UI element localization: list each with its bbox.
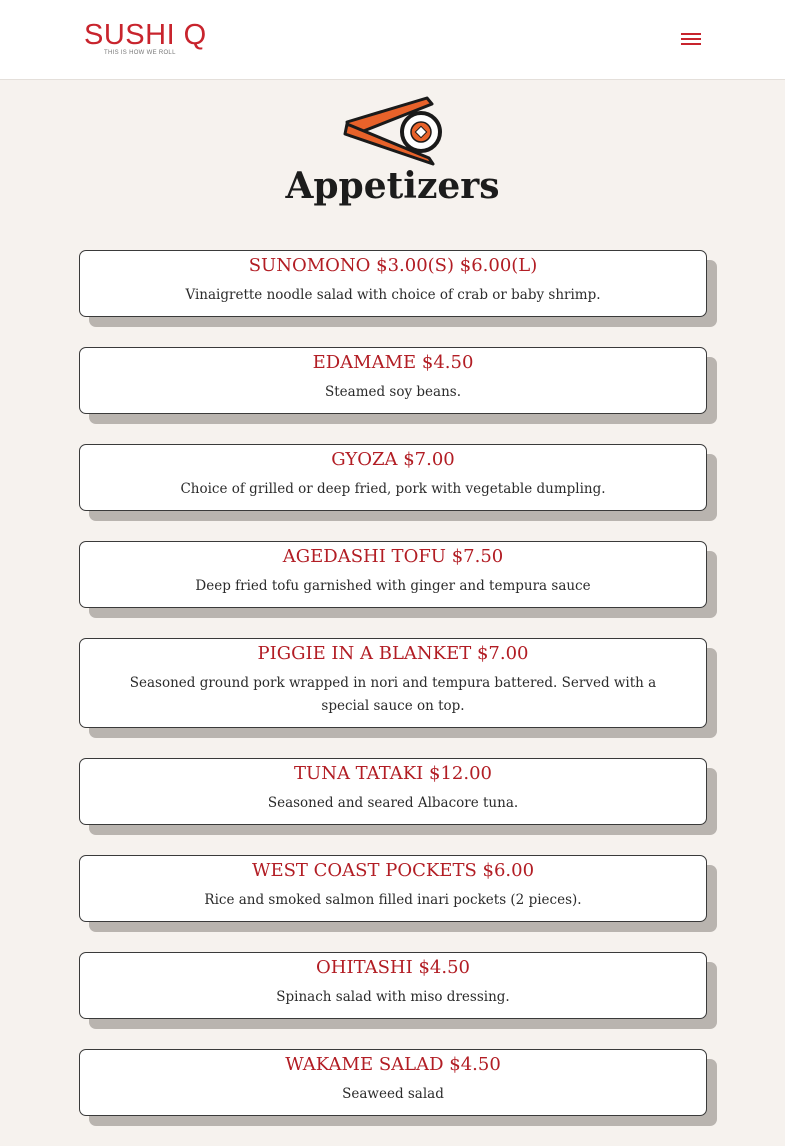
menu-list (79, 250, 707, 1146)
hamburger-menu-icon[interactable] (680, 30, 702, 48)
menu-item (79, 638, 707, 728)
menu-item-title: AGEDASHI TOFU $7.50 (282, 546, 504, 567)
menu-item (79, 250, 707, 317)
menu-item-title: TUNA TATAKI $12.00 (294, 763, 492, 784)
logo-tagline: THIS IS HOW WE ROLL (104, 50, 176, 56)
menu-item (79, 758, 707, 825)
menu-item-description: Choice of grilled or deep fried, pork with vegetable dumpling. (180, 481, 606, 497)
menu-item-title: EDAMAME $4.50 (312, 352, 474, 373)
menu-item-description: Seasoned and seared Albacore tuna. (267, 795, 519, 811)
menu-item-description: Seasoned ground pork wrapped in nori and tempura battered. Served with a special sauce on top. (129, 675, 657, 714)
menu-item (79, 347, 707, 414)
menu-item (79, 541, 707, 608)
menu-item-description: Rice and smoked salmon filled inari pockets (2 pieces). (204, 892, 582, 908)
logo-text: SUSHI Q (84, 19, 207, 51)
menu-item-description: Steamed soy beans. (324, 384, 461, 400)
chopsticks-sushi-icon (343, 96, 443, 168)
menu-item-title: GYOZA $7.00 (331, 449, 455, 470)
menu-item-description: Vinaigrette noodle salad with choice of crab or baby shrimp. (185, 287, 601, 303)
site-header (0, 0, 785, 80)
menu-item-description: Seaweed salad (342, 1086, 444, 1102)
menu-item (79, 444, 707, 511)
menu-item-title: OHITASHI $4.50 (316, 957, 470, 978)
menu-item-description: Deep fried tofu garnished with ginger and tempura sauce (195, 578, 591, 594)
menu-item-title: WEST COAST POCKETS $6.00 (251, 860, 535, 881)
menu-item-title: WAKAME SALAD $4.50 (285, 1054, 501, 1075)
menu-item (79, 952, 707, 1019)
logo[interactable] (84, 19, 207, 56)
menu-item-description: Spinach salad with miso dressing. (276, 989, 510, 1005)
menu-item (79, 1049, 707, 1116)
menu-item-title: PIGGIE IN A BLANKET $7.00 (257, 643, 529, 664)
page-title: Appetizers (285, 165, 500, 207)
menu-item (79, 855, 707, 922)
menu-item-title: SUNOMONO $3.00(S) $6.00(L) (248, 255, 538, 276)
